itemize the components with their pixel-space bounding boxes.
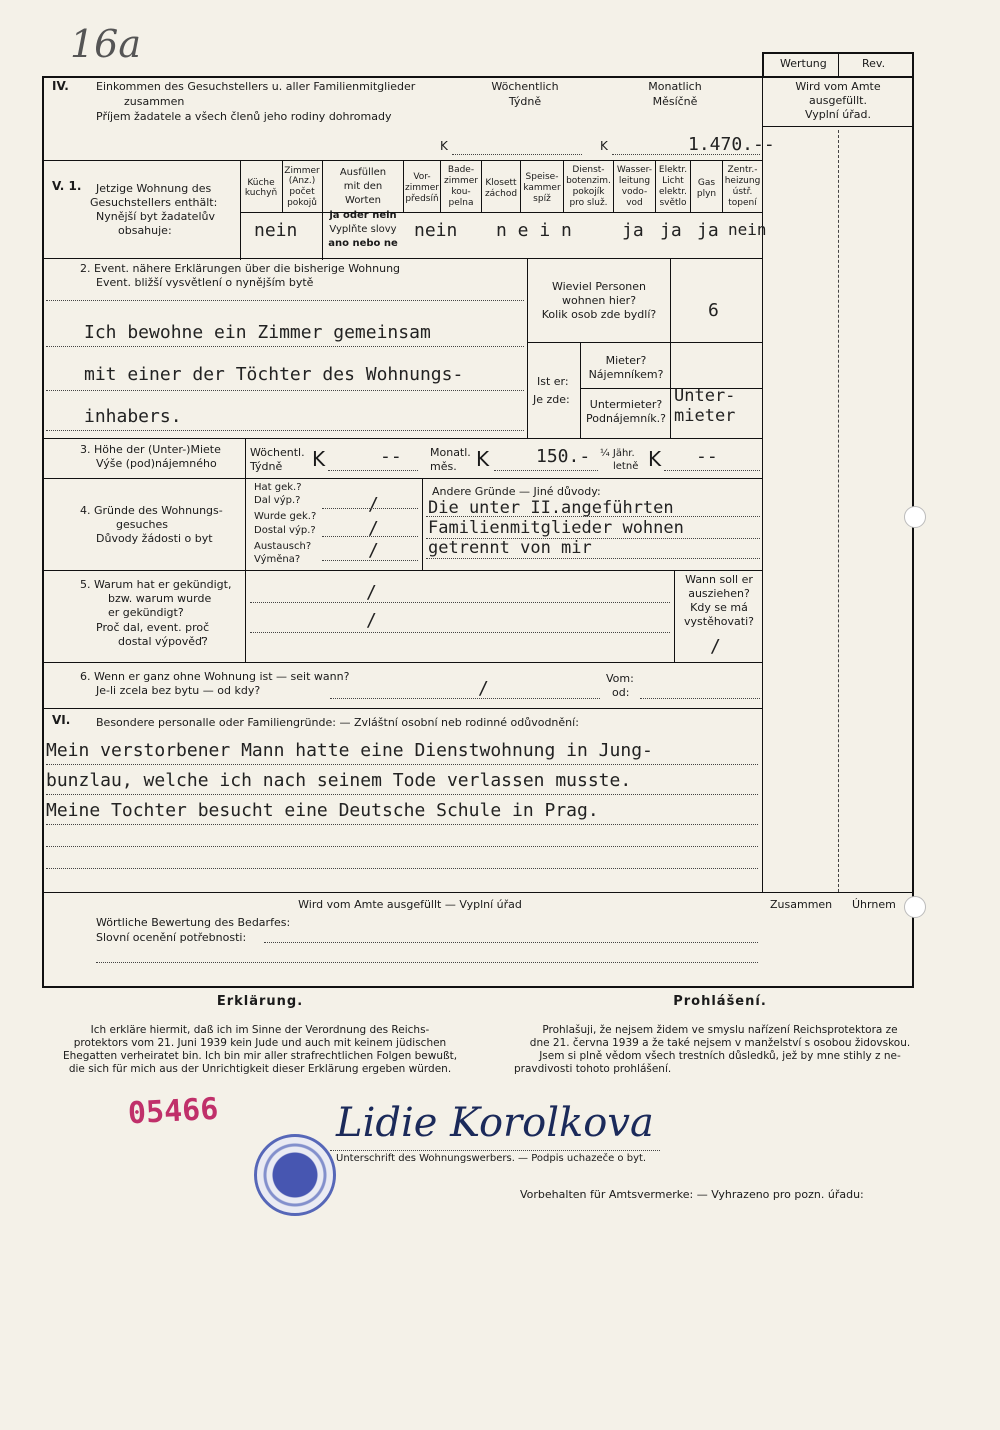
v2-unter-value-2: mieter xyxy=(674,406,736,426)
v4-hat-1: Hat gek.? xyxy=(254,482,302,493)
v6-label-1: 6. Wenn er ganz ohne Wohnung ist — seit wann? xyxy=(80,670,350,683)
iv-weekly-de: Wöchentlich xyxy=(491,80,559,93)
col-bade-2: zimmer xyxy=(444,176,478,186)
iv-number: IV. xyxy=(52,79,69,93)
v6-slash: / xyxy=(478,678,489,699)
col-bade-3: kou- xyxy=(451,187,471,197)
page-mark: 16a xyxy=(70,22,142,66)
v2-unter-value-1: Unter- xyxy=(674,386,736,406)
v2-label-2: Event. bližší vysvětlení o nynějším bytě xyxy=(96,276,314,289)
v5-label-3: er gekündigt? xyxy=(108,606,184,619)
col-ausf-4: ja oder nein xyxy=(329,210,397,221)
v2-text-1: Ich bewohne ein Zimmer gemeinsam xyxy=(84,322,431,343)
vi-text-2: bunzlau, welche ich nach seinem Tode verlassen musste. xyxy=(46,770,632,791)
v6-vom: Vom: xyxy=(606,672,634,685)
v2-persons-value: 6 xyxy=(708,300,719,321)
v2-text-2: mit einer der Töchter des Wohnungs- xyxy=(84,364,464,385)
v3-week-1: Wöchentl. xyxy=(250,446,305,459)
v4-aus-2: Výměna? xyxy=(254,554,301,565)
val-vorzimmer-bad: nein xyxy=(414,220,458,241)
v5-label-5: dostal výpověď? xyxy=(118,635,208,648)
erklaerung-line-4: die sich für mich aus der Unrichtigkeit dieser Erklärung ergeben würden. xyxy=(68,1063,452,1075)
v3-month-1: Monatl. xyxy=(430,446,471,459)
v4-label-3: Důvody žádosti o byt xyxy=(96,532,213,545)
col-gas-1: Gas xyxy=(697,178,716,188)
v4-text-2: Familienmitglieder wohnen xyxy=(428,518,684,538)
v2-text-3: inhabers. xyxy=(84,406,182,427)
v3-month-2: měs. xyxy=(430,460,457,473)
v2-mieter-1: Mieter? xyxy=(605,354,647,367)
col-ele-3: elektr. xyxy=(658,187,688,197)
prohlaseni-line-1: Prohlašuji, že nejsem židem ve smyslu nařízení Reichsprotektora ze xyxy=(542,1024,898,1036)
col-zimmer-4: pokojů xyxy=(287,198,317,208)
amt-head: Wird vom Amte ausgefüllt — Vyplní úřad xyxy=(298,898,522,911)
col-was-4: vod xyxy=(626,198,643,208)
v2-mieter-2: Nájemníkem? xyxy=(588,368,664,381)
iv-weekly-cz: Týdně xyxy=(508,95,542,108)
v1-number: V. 1. xyxy=(52,179,82,193)
iv-monthly-de: Monatlich xyxy=(648,80,702,93)
v3-week-2: Týdně xyxy=(250,460,283,473)
v4-slash-1: / xyxy=(368,494,379,515)
v5-label-4: Proč dal, event. proč xyxy=(96,621,210,634)
col-die-2: botenzim. xyxy=(566,176,611,186)
prohlaseni-line-4: pravdivosti tohoto prohlášení. xyxy=(514,1063,672,1075)
val-zentral: nein xyxy=(728,220,767,239)
col-gas-2: plyn xyxy=(696,189,717,199)
v3-year-2: letně xyxy=(613,461,639,472)
erklaerung-line-3: Ehegatten verheiratet bin. Ich bin mir aller strafrechtlichen Folgen bewußt, xyxy=(62,1050,458,1062)
col-zen-4: topení xyxy=(728,198,757,208)
col-die-4: pro služ. xyxy=(569,198,608,208)
v6-label-2: Je-li zcela bez bytu — od kdy? xyxy=(96,684,261,697)
col-ele-1: Elektr. xyxy=(658,165,688,175)
office-seal-stamp xyxy=(254,1134,336,1216)
v3-k-week: K xyxy=(312,447,326,471)
serial-number-stamp: 05466 xyxy=(127,1091,220,1132)
erklaerung-line-1: Ich erkläre hiermit, daß ich im Sinne der Verordnung des Reichs- xyxy=(90,1024,430,1036)
v2-ist-er: Ist er: xyxy=(537,375,569,388)
amt-note-1: Wird vom Amte xyxy=(795,80,881,93)
v5-wann-3: Kdy se má xyxy=(690,601,748,614)
v1-label-3: Nynější byt žadatelův xyxy=(96,210,215,223)
col-was-1: Wasser- xyxy=(616,165,653,175)
signature-caption: Unterschrift des Wohnungswerbers. — Podpis uchazeče o byt. xyxy=(336,1153,647,1164)
col-vor-1: Vor- xyxy=(413,172,431,182)
v4-slash-2: / xyxy=(368,518,379,539)
col-klo-1: Klosett xyxy=(485,178,517,188)
v1-label-1: Jetzige Wohnung des xyxy=(96,182,212,195)
col-bade-1: Bade- xyxy=(447,165,475,175)
v4-label-2: gesuches xyxy=(116,518,168,531)
v3-k-year: K xyxy=(648,447,662,471)
amt-uhrnem: Úhrnem xyxy=(852,898,896,911)
col-zen-2: heizung xyxy=(724,176,761,186)
col-zimmer-1: Zimmer xyxy=(284,166,320,176)
v3-label-2: Výše (pod)nájemného xyxy=(96,457,217,470)
v3-year-value: -- xyxy=(696,446,718,467)
val-klosett-dienst: n e i n xyxy=(496,220,572,241)
col-spe-2: kammer xyxy=(523,183,561,193)
col-die-3: pokojík xyxy=(572,187,605,197)
col-was-2: leitung xyxy=(618,176,651,186)
v4-andere: Andere Gründe — Jiné důvody: xyxy=(432,485,601,498)
amt-line-1: Wörtliche Bewertung des Bedarfes: xyxy=(96,916,291,929)
amt-note-3: Vyplní úřad. xyxy=(804,108,872,121)
val-wasser: ja xyxy=(622,220,644,241)
v5-wann-4: vystěhovati? xyxy=(684,615,754,628)
v1-label-4: obsahuje: xyxy=(118,224,172,237)
v4-text-1: Die unter II.angeführten xyxy=(428,498,674,518)
v4-slash-3: / xyxy=(368,540,379,561)
v4-hat-2: Dal výp.? xyxy=(254,495,301,506)
col-spe-1: Speise- xyxy=(525,172,559,182)
vi-text-1: Mein verstorbener Mann hatte eine Dienstwohnung in Jung- xyxy=(46,740,653,761)
col-ausf-5: Vyplňte slovy xyxy=(329,224,397,235)
col-bade-4: pelna xyxy=(448,198,474,208)
v2-unter-2: Podnájemník.? xyxy=(586,412,666,425)
val-kueche-zimmer: nein xyxy=(254,220,298,241)
applicant-signature: Lidie Korolkova xyxy=(336,1100,654,1146)
v2-unter-1: Untermieter? xyxy=(589,398,663,411)
iv-monthly-value: 1.470.-- xyxy=(688,134,775,155)
col-zimmer-2: (Anz.) xyxy=(288,176,316,186)
erklaerung-title: Erklärung. xyxy=(216,994,304,1009)
iv-line-1: Einkommen des Gesuchstellers u. aller Familienmitglieder xyxy=(96,80,416,93)
vi-number: VI. xyxy=(52,713,71,727)
v4-label-1: 4. Gründe des Wohnungs- xyxy=(80,504,223,517)
amt-note-2: ausgefüllt. xyxy=(809,94,867,107)
col-vor-3: předsíň xyxy=(405,194,439,204)
prohlaseni-line-2: dne 21. června 1939 a že také nejsem v manželství s osobou židovskou. xyxy=(529,1037,911,1049)
v3-year-1: ¼ Jähr. xyxy=(600,448,635,459)
v2-persons-1: Wieviel Personen xyxy=(551,280,647,293)
v5-slash-1: / xyxy=(366,582,377,603)
prohlaseni-line-3: Jsem si plně vědom všech trestních důsledků, jež by mne stihly z ne- xyxy=(539,1050,901,1062)
col-ele-2: Licht xyxy=(662,176,684,186)
val-elektr: ja xyxy=(660,220,682,241)
v4-wurde-2: Dostal výp.? xyxy=(254,525,316,536)
iv-line-2: zusammen xyxy=(124,95,185,108)
v5-wann-value: / xyxy=(710,636,721,657)
v2-label-1: 2. Event. nähere Erklärungen über die bisherige Wohnung xyxy=(80,262,401,275)
vorbehalten-label: Vorbehalten für Amtsvermerke: — Vyhrazeno pro pozn. úřadu: xyxy=(520,1188,864,1201)
vi-label: Besondere personalle oder Familiengründe: — Zvláštní osobní neb rodinné odůvodnění: xyxy=(96,716,579,729)
v3-k-month: K xyxy=(476,447,490,471)
col-kueche-2: kuchyň xyxy=(244,188,278,198)
v1-label-2: Gesuchstellers enthält: xyxy=(90,196,218,209)
col-ausf-2: mit den xyxy=(343,181,383,192)
col-ausf-3: Worten xyxy=(345,195,381,206)
col-zimmer-3: počet xyxy=(289,187,315,197)
col-ausf-1: Ausfüllen xyxy=(339,167,387,178)
col-zen-1: Zentr.- xyxy=(727,165,758,175)
col-kueche-1: Küche xyxy=(247,178,275,188)
iv-k-monthly: K xyxy=(600,139,608,153)
v5-slash-2: / xyxy=(366,610,377,631)
punch-hole-bottom xyxy=(904,896,926,918)
v4-aus-1: Austausch? xyxy=(254,541,312,552)
col-was-3: vodo- xyxy=(621,187,648,197)
val-gas: ja xyxy=(697,220,719,241)
v4-wurde-1: Wurde gek.? xyxy=(254,511,317,522)
col-ele-4: světlo xyxy=(659,198,687,208)
erklaerung-line-2: protektors vom 21. Juni 1939 kein Jude und auch mit keinem jüdischen xyxy=(73,1037,447,1049)
v4-text-3: getrennt von mir xyxy=(428,538,592,558)
amt-line-2: Slovní ocenění potřebnosti: xyxy=(96,931,247,944)
iv-monthly-cz: Měsíčně xyxy=(652,95,698,108)
v5-wann-1: Wann soll er xyxy=(685,573,753,586)
col-zen-3: ústř. xyxy=(732,187,753,197)
col-klo-2: záchod xyxy=(484,189,518,199)
v2-je-zde: Je zde: xyxy=(533,393,570,406)
iv-k-weekly: K xyxy=(440,139,448,153)
v3-week-value: -- xyxy=(380,446,402,467)
v3-label-1: 3. Höhe der (Unter-)Miete xyxy=(80,443,221,456)
v3-month-value: 150.- xyxy=(536,446,591,467)
iv-line-3: Příjem žadatele a všech členů jeho rodiny dohromady xyxy=(96,110,392,123)
prohlaseni-title: Prohlášení. xyxy=(673,994,767,1009)
rev-label: Rev. xyxy=(862,57,886,70)
wertung-label: Wertung xyxy=(780,57,827,70)
col-spe-3: spíž xyxy=(533,194,551,204)
vi-text-3: Meine Tochter besucht eine Deutsche Schule in Prag. xyxy=(46,800,599,821)
v5-label-1: 5. Warum hat er gekündigt, xyxy=(80,578,232,591)
v2-persons-3: Kolik osob zde bydlí? xyxy=(541,308,657,321)
v5-label-2: bzw. warum wurde xyxy=(108,592,212,605)
v6-od: od: xyxy=(612,686,630,699)
v5-wann-2: ausziehen? xyxy=(688,587,750,600)
v2-persons-2: wohnen hier? xyxy=(561,294,637,307)
col-vor-2: zimmer xyxy=(405,183,439,193)
punch-hole-top xyxy=(904,506,926,528)
amt-zusammen: Zusammen xyxy=(770,898,833,911)
col-die-1: Dienst- xyxy=(572,165,605,175)
col-ausf-6: ano nebo ne xyxy=(328,238,398,249)
